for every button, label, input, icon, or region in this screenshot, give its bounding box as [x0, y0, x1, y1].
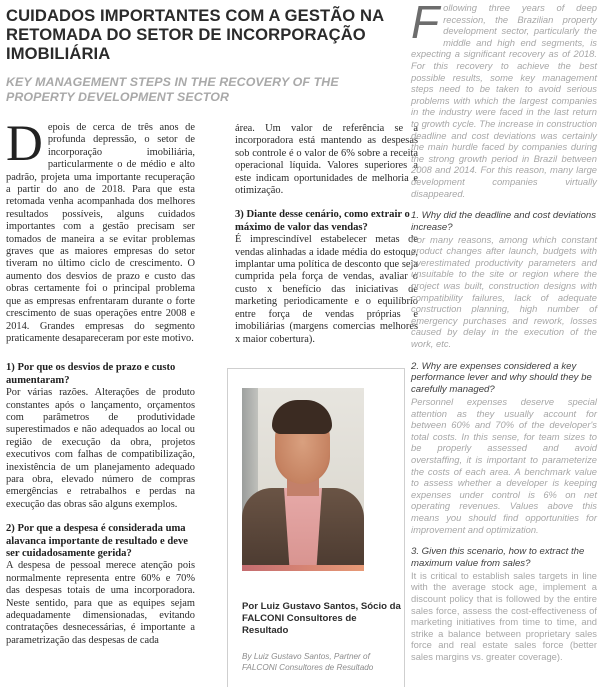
answer-3-en: It is critical to establish sales targets in line with the average stock age, implement a discount policy that is followed by the entire sales force, assess the cost-effectiveness of marketing initiatives from time to time, and strike a balance between proprietary sales force and real estate sales force (better sales margins vs. greater coverage).: [411, 569, 597, 662]
photo-accent-bar: [242, 565, 364, 571]
question-2-pt: 2) Por que a despesa é considerada uma alavanca importante de resultado e deve ser cuidadosamente gerida?: [6, 523, 188, 559]
intro-paragraph-pt: [6, 116, 195, 345]
answer-2-pt-part2: área. Um valor de referência se a incorporadora está mantendo as despesas sob controle é o valor de 6% sobre a receita operacional líquida. Valores superiores a este indicam oportunidades de melhoria e otimização.: [235, 123, 418, 197]
dropcap-pt: D: [6, 116, 43, 172]
author-credit-pt: Por Luiz Gustavo Santos, Sócio da FALCONI Consultores de Resultado: [242, 601, 401, 636]
portuguese-column-middle: [235, 123, 418, 346]
answer-1-pt: Por várias razões. Alterações de produto constantes após o lançamento, orçamentos com parâmetros de produtividade superestimados e não adequados ao local ou região de execução da obra, projetos executivos com falhas de compatibilização, inexistência de um planejamento adequado para obra, elevado número de compras emergências e retrabalhos e perdas na execução das obras são alguns exemplos.: [6, 387, 195, 510]
author-photo: [242, 388, 364, 571]
question-1-en: 1. Why did the deadline and cost deviations increase?: [411, 210, 597, 233]
answer-2-pt-part1: A despesa de pessoal merece atenção pois normalmente representa entre 60% e 70% das despesas totais de uma incorporadora. Neste sentido, para que as equipes sejam adequadamente dimensionadas, evitando contratações desnecessárias, é importante a parametrização das despesas de cada: [6, 560, 195, 646]
dropcap-en: F: [411, 0, 440, 48]
question-1-pt: 1) Por que os desvios de prazo e custo aumentaram?: [6, 362, 176, 386]
portuguese-column-left: [6, 116, 195, 647]
question-3-pt: 3) Diante desse cenário, como extrair o máximo de valor das vendas?: [235, 209, 410, 233]
answer-2-en: Personnel expenses deserve special attention as they usually account for between 60% and 70% of the developer's total costs. In this sense, for team sizes to be properly assessed and avoid overstaffing, it is important to parameterize the costs of each area. A benchmark value to assess whether a developer is keeping expenses under control is 6% on net operating revenues. Values above this means you should find opportunities for improvement and optimization.: [411, 396, 597, 535]
intro-text-en: ollowing three years of deep recession, the Brazilian property development sector, particularly the middle and high end segments, is expecting a significant recovery as of 2018. For this recovery to achieve the best possible results, some key management steps need to be taken to avoid serious problems with which the largest companies in the industry were faced in the last return to growth cycle. The increase in construction deadline and cost deviations was certainly the main hurdle faced by companies during the strong growth period in Brazil between 2008 and 2014. For this reason, many large development companies virtually disappeared.: [411, 2, 597, 199]
intro-paragraph-en: [411, 2, 597, 199]
author-credit-en: By Luiz Gustavo Santos, Partner of FALCONI Consultores de Resultado: [242, 652, 374, 672]
english-column: [411, 2, 597, 662]
headline: CUIDADOS IMPORTANTES COM A GESTÃO NA RETOMADA DO SETOR DE INCORPORAÇÃO IMOBILIÁRIA: [6, 6, 384, 63]
author-box: [227, 368, 405, 687]
intro-text-pt: epois de cerca de três anos de profunda depressão, o setor de incorporação imobiliária, particularmente o de médio e alto padrão, projeta uma importante recuperação a partir do ano de 2018. Para que esta retomada venha acompanhada dos melhores resultados possíveis, alguns cuidados importantes com a gestão precisam ser tomados de maneira a se evitar problemas graves que as maiores empresas do setor tiveram no último ciclo de crescimento. O aumento dos desvios de prazo e custo das obras certamente foi o principal problema que as empresas enfrentaram durante o forte crescimento de suas operações entre 2008 e 2014. Grandes empresas do segmento praticamente desapareceram por este motivo.: [6, 122, 195, 344]
question-2-en: 2. Why are expenses considered a key performance lever and why should they be carefully managed?: [411, 360, 592, 396]
answer-1-en: For many reasons, among which constant product changes after launch, budgets with overestimated productivity parameters and unsuitable to the site or region where the project was built, construction designs with compatibility failures, lack of adequate construction planning, high number of emergency purchases and rework, losses caused by delay in the execution of the work, etc.: [411, 233, 597, 350]
subhead: KEY MANAGEMENT STEPS IN THE RECOVERY OF THE PROPERTY DEVELOPMENT SECTOR: [6, 75, 339, 104]
question-3-en: 3. Given this scenario, how to extract the maximum value from sales?: [411, 546, 585, 569]
answer-3-pt: É imprescindível estabelecer metas de vendas alinhadas a idade média do estoque, implantar uma política de desconto que seja cumprida pela força de vendas, avaliar o custo x benefício das iniciativas de marketing periodicamente e o equilíbrio entre força de vendas próprias e imobiliárias (margens comercias melhores x maior cobertura).: [235, 234, 418, 345]
